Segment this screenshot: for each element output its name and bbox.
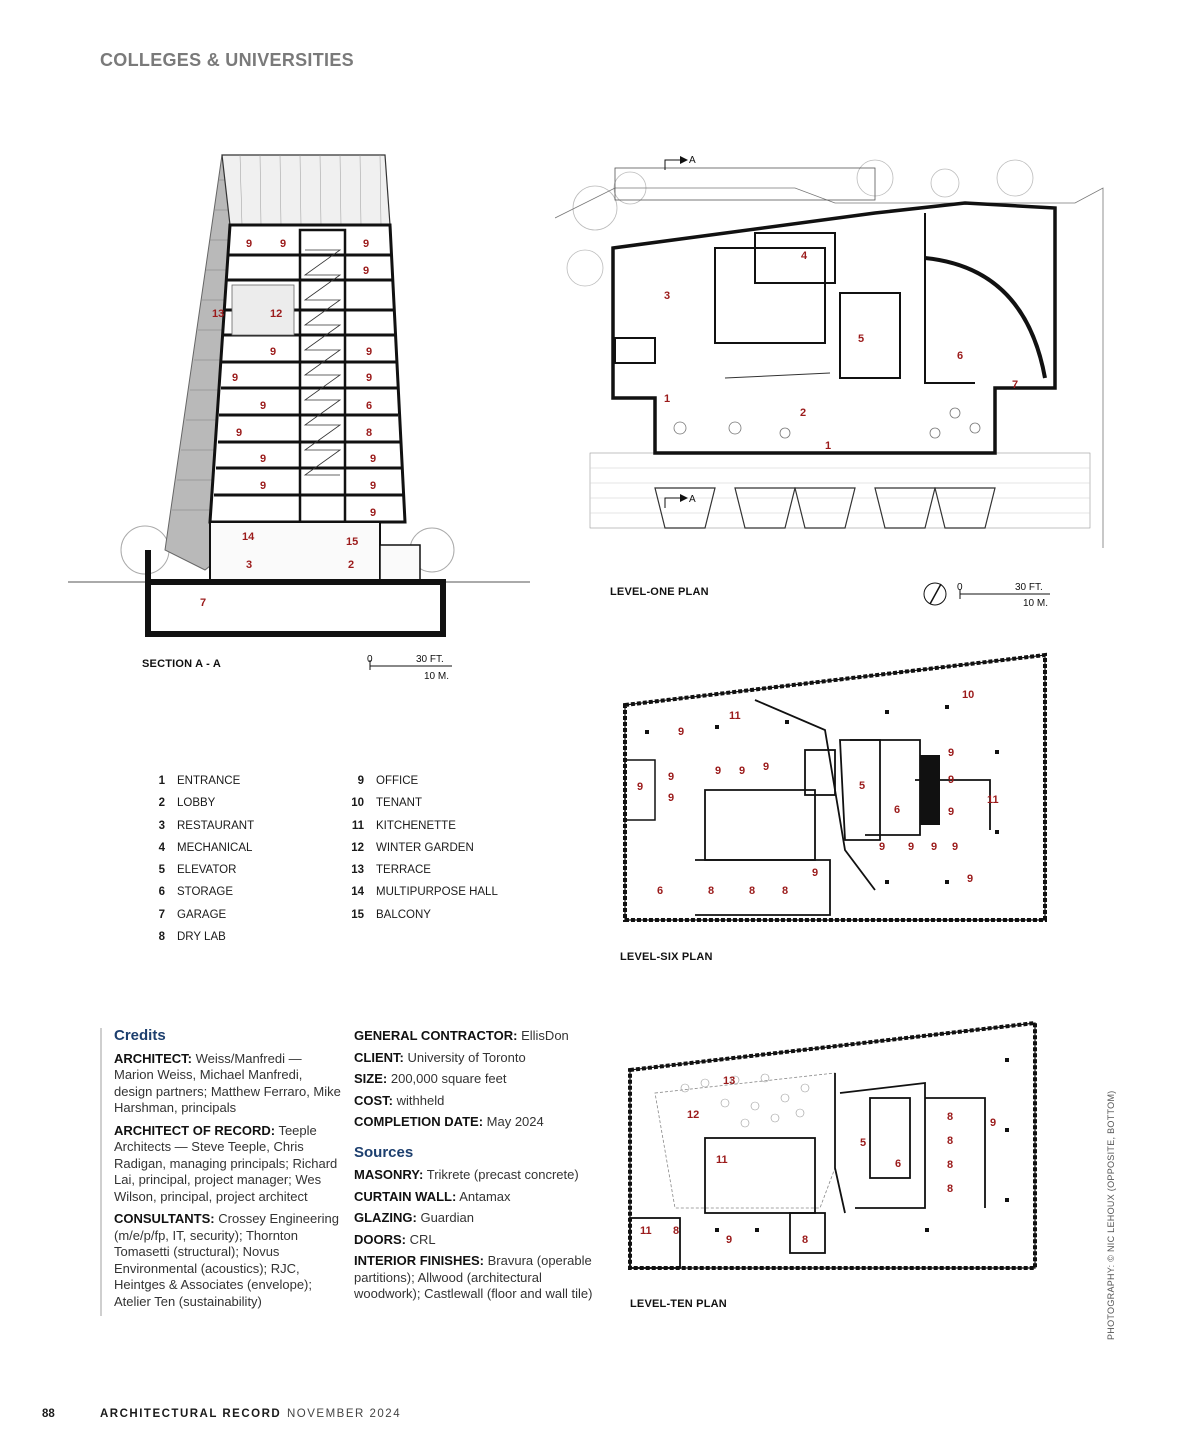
legend-label: BALCONY	[376, 908, 431, 921]
legend-num: 1	[158, 775, 165, 787]
credits-column	[100, 1028, 344, 1316]
legend-num: 12	[351, 841, 364, 854]
source-curtain-wall: CURTAIN WALL: Antamax	[354, 1188, 511, 1204]
legend-item	[145, 881, 254, 903]
level-six-label: 9	[879, 841, 886, 853]
section-label: 7	[200, 597, 207, 609]
credit-completion: COMPLETION DATE: May 2024	[354, 1114, 544, 1129]
level-one-label: 1	[825, 440, 832, 452]
section-scale-m: 10 M.	[424, 671, 450, 682]
section-label: 9	[260, 480, 267, 492]
legend-num: 9	[357, 775, 364, 787]
level-six-caption: LEVEL-SIX PLAN	[620, 951, 713, 963]
section-drawing	[60, 150, 540, 690]
level-ten-label: 13	[723, 1075, 736, 1087]
source-glazing: GLAZING: Guardian	[354, 1210, 474, 1225]
legend-label: ELEVATOR	[177, 864, 237, 877]
level-one-svg	[555, 148, 1130, 608]
level-one-label: 1	[664, 393, 671, 405]
credit-architect: ARCHITECT: Weiss/Manfredi — Marion Weiss, Michael Manfredi, design partners; Matthew Ferraro, Mike Harshman, principals	[114, 1050, 341, 1115]
section-label: 2	[348, 559, 355, 571]
level-one-section-marker: A	[689, 155, 696, 166]
level-six-label: 6	[657, 885, 664, 897]
credits-sources-column	[354, 1028, 594, 1308]
level-one-label: 3	[664, 290, 671, 302]
section-label: 9	[270, 346, 277, 358]
level-six-label: 9	[668, 792, 675, 804]
legend-label: RESTAURANT	[177, 819, 255, 832]
level-six-drawing	[615, 650, 1055, 925]
section-label: 9	[370, 453, 377, 465]
legend-num: 15	[351, 908, 364, 921]
legend-item	[344, 904, 498, 926]
legend-item	[145, 904, 254, 926]
legend-label: TERRACE	[376, 864, 431, 877]
level-ten-label: 12	[687, 1109, 700, 1121]
source-finishes: INTERIOR FINISHES: Bravura (operable partitions); Allwood (architectural woodwork); Castlewall (floor and wall tile)	[354, 1253, 593, 1301]
legend-item	[344, 859, 498, 881]
level-ten-label: 8	[673, 1225, 680, 1237]
legend-num: 2	[158, 797, 165, 810]
legend-num: 14	[351, 886, 364, 899]
legend-label: ENTRANCE	[177, 775, 241, 787]
sources-heading: Sources	[354, 1143, 414, 1161]
level-six-label: 10	[962, 689, 975, 701]
level-one-label: 7	[1012, 379, 1019, 391]
level-six-label: 9	[908, 841, 915, 853]
credit-gc: GENERAL CONTRACTOR: EllisDon	[354, 1028, 569, 1043]
level-ten-label: 8	[802, 1234, 809, 1246]
level-six-label: 9	[948, 806, 955, 818]
section-label: 9	[280, 238, 287, 250]
level-ten-label: 6	[895, 1158, 902, 1170]
legend-num: 8	[158, 931, 165, 944]
level-six-label: 9	[678, 726, 685, 738]
legend-num: 13	[351, 864, 364, 877]
level-ten-drawing	[625, 1018, 1045, 1273]
legend-item	[145, 815, 254, 837]
legend-label: KITCHENETTE	[376, 819, 456, 832]
level-one-label: 6	[957, 350, 964, 362]
level-six-label: 9	[668, 771, 675, 783]
section-label: 9	[246, 238, 253, 250]
section-label: 9	[370, 480, 377, 492]
level-six-label: 8	[708, 885, 715, 897]
legend-num: 11	[351, 819, 364, 832]
section-label: 9	[260, 453, 267, 465]
legend-right	[344, 770, 498, 926]
legend-item	[145, 792, 254, 814]
level-six-label: 6	[894, 804, 901, 816]
source-masonry: MASONRY: Trikrete (precast concrete)	[354, 1167, 579, 1182]
legend-label: MULTIPURPOSE HALL	[376, 886, 498, 899]
legend-item	[145, 770, 254, 792]
section-scale-ft: 30 FT.	[416, 654, 444, 665]
level-ten-label: 9	[726, 1234, 733, 1246]
level-one-scale-m: 10 M.	[1023, 598, 1049, 608]
section-scale-zero: 0	[367, 654, 373, 665]
section-label: 6	[366, 400, 373, 412]
section-label: 3	[246, 559, 253, 571]
credit-client: CLIENT: University of Toronto	[354, 1049, 526, 1065]
legend-item	[344, 837, 498, 859]
credit-cost: COST: withheld	[354, 1092, 445, 1108]
legend-num: 6	[158, 886, 165, 899]
section-label: 9	[363, 238, 370, 250]
legend-label: DRY LAB	[177, 931, 226, 944]
level-ten-caption: LEVEL-TEN PLAN	[630, 1298, 727, 1310]
credits-heading: Credits	[114, 1027, 166, 1044]
level-six-label: 11	[987, 794, 999, 806]
legend-item	[145, 837, 254, 859]
legend-label: GARAGE	[177, 908, 227, 921]
level-six-label: 8	[782, 885, 789, 897]
level-six-label: 5	[859, 780, 866, 792]
legend-label: OFFICE	[376, 775, 419, 787]
level-ten-label: 11	[716, 1154, 728, 1166]
section-label: 9	[370, 507, 377, 519]
legend-num: 3	[158, 819, 165, 832]
level-one-drawing	[555, 148, 1130, 608]
legend-item	[344, 881, 498, 903]
legend-item	[344, 770, 498, 792]
legend-label: MECHANICAL	[177, 841, 253, 854]
section-label: 15	[346, 536, 359, 548]
legend-num: 10	[351, 797, 364, 810]
photo-credit: PHOTOGRAPHY: © NIC LEHOUX (OPPOSITE, BOTTOM)	[1106, 1090, 1116, 1340]
legend-label: WINTER GARDEN	[376, 841, 474, 854]
section-heading: COLLEGES & UNIVERSITIES	[100, 50, 354, 70]
magazine-name: ARCHITECTURAL RECORD	[100, 1408, 282, 1420]
level-six-label: 9	[739, 765, 746, 777]
legend-label: TENANT	[376, 797, 422, 810]
level-ten-svg	[625, 1018, 1045, 1273]
level-ten-label: 5	[860, 1137, 867, 1149]
level-six-label: 9	[948, 747, 955, 759]
legend-label: STORAGE	[177, 886, 234, 899]
level-six-label: 9	[812, 867, 819, 879]
section-label: 9	[366, 372, 373, 384]
legend-item	[344, 792, 498, 814]
level-ten-label: 8	[947, 1111, 954, 1123]
level-six-label: 9	[967, 873, 974, 885]
section-label: 9	[232, 372, 239, 384]
section-label: 9	[236, 427, 243, 439]
level-six-label: 9	[637, 781, 644, 793]
legend-left	[145, 770, 254, 948]
legend-num: 4	[158, 841, 165, 854]
section-label: 14	[242, 531, 255, 543]
issue-date: NOVEMBER 2024	[287, 1408, 402, 1420]
section-label: 13	[212, 308, 225, 320]
level-one-caption: LEVEL-ONE PLAN	[610, 586, 709, 598]
page-number: 88	[42, 1408, 55, 1420]
legend-item	[145, 926, 254, 948]
credit-consultants: CONSULTANTS: Crossey Engineering (m/e/p/fp, IT, security); Thornton Tomasetti (structural); Novus Environmental (acoustics); RJC, Heintges & Associates (envelope); Atelier Ten (sustainability)	[114, 1211, 339, 1309]
level-six-label: 9	[715, 765, 722, 777]
section-label: 9	[363, 265, 370, 277]
level-ten-label: 9	[990, 1117, 997, 1129]
section-label: 12	[270, 308, 283, 320]
section-svg	[60, 150, 540, 690]
level-six-label: 9	[763, 761, 770, 773]
level-six-label: 8	[749, 885, 756, 897]
level-one-label: 4	[801, 250, 808, 262]
level-ten-label: 11	[640, 1225, 652, 1237]
section-label: 8	[366, 427, 373, 439]
section-label: 9	[366, 346, 373, 358]
section-caption: SECTION A - A	[142, 658, 221, 670]
level-one-label: 5	[858, 333, 865, 345]
level-six-label: 9	[952, 841, 959, 853]
source-doors: DOORS: CRL	[354, 1231, 436, 1247]
legend-item	[344, 815, 498, 837]
level-ten-label: 8	[947, 1159, 954, 1171]
level-six-label: 9	[931, 841, 938, 853]
level-one-label: 2	[800, 407, 807, 419]
level-one-scale-zero: 0	[957, 582, 963, 593]
level-six-label: 11	[729, 710, 741, 722]
legend-num: 7	[158, 908, 165, 921]
level-ten-label: 8	[947, 1183, 954, 1195]
level-one-scale-ft: 30 FT.	[1015, 582, 1043, 593]
level-one-section-marker: A	[689, 494, 696, 505]
section-label: 9	[260, 400, 267, 412]
legend-item	[145, 859, 254, 881]
legend-label: LOBBY	[177, 797, 216, 810]
level-ten-label: 8	[947, 1135, 954, 1147]
level-six-svg	[615, 650, 1055, 925]
level-six-label: 9	[948, 774, 955, 786]
credit-aor: ARCHITECT OF RECORD: Teeple Architects — Steve Teeple, Chris Radigan, managing principals; Richard Lai, principal, project manager; Wes Wilson, principal, project architect	[114, 1122, 338, 1204]
credit-size: SIZE: 200,000 square feet	[354, 1071, 507, 1086]
legend-num: 5	[158, 864, 165, 877]
